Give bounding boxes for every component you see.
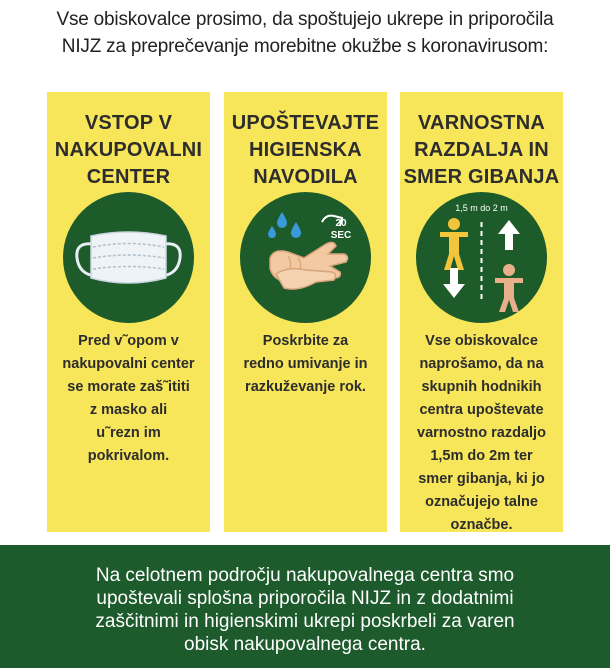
footer-line: obisk nakupovalnega centra.: [184, 634, 426, 655]
title-line: NAVODILA: [253, 166, 358, 188]
person-icon: [440, 218, 468, 270]
arrow-down-icon: [443, 268, 465, 298]
social-distance-icon: [416, 192, 547, 323]
footer-line: Na celotnem področju nakupovalnega centra smo: [95, 565, 515, 586]
title-line: RAZDALJA IN: [414, 139, 549, 161]
intro-line: NIJZ za preprečevanje morebitne okužbe s koronavirusom:: [61, 36, 549, 57]
text-line: Pred v˜opom v: [78, 333, 179, 349]
card-title: [224, 110, 387, 191]
text-line: skupnih hodnikih: [421, 379, 542, 395]
card-distance: [400, 92, 563, 532]
person-icon: [495, 264, 523, 312]
footer-line: zaščitnimi in higienskimi ukrepi poskrbeli za varen: [95, 611, 515, 632]
text-line: nakupovalni center: [62, 356, 195, 372]
timer-badge: 20 SEC: [330, 218, 352, 241]
text-line: redno umivanje in: [243, 356, 368, 372]
card-description: [408, 330, 555, 537]
text-line: označujejo talne: [425, 494, 538, 510]
title-line: CENTER: [86, 166, 171, 188]
card-description: [55, 330, 202, 468]
text-line: razkuževanje rok.: [245, 379, 366, 395]
text-line: smer gibanja, ki jo: [418, 471, 545, 487]
text-line: se morate zaš˜ititi: [67, 379, 190, 395]
card-title: [400, 110, 563, 191]
card-hygiene: [224, 92, 387, 532]
text-line: naprošamo, da na: [419, 356, 544, 372]
text-line: Vse obiskovalce: [425, 333, 538, 349]
arrow-up-icon: [498, 220, 520, 250]
card-description: [232, 330, 379, 399]
footer-banner: [0, 545, 610, 668]
text-line: Poskrbite za: [262, 333, 349, 349]
hand-washing-icon: [240, 192, 371, 323]
footer-text: [40, 564, 570, 656]
title-line: SMER GIBANJA: [403, 166, 560, 188]
text-line: pokrivalom.: [87, 448, 170, 464]
text-line: centra upoštevate: [419, 402, 544, 418]
title-line: VARNOSTNA: [418, 112, 545, 134]
face-mask-icon: [63, 192, 194, 323]
card-entrance: [47, 92, 210, 532]
intro-text: [0, 6, 610, 60]
footer-line: upoštevali splošna priporočila NIJZ in z dodatnimi: [96, 588, 514, 609]
title-line: VSTOP V: [84, 112, 173, 134]
title-line: HIGIENSKA: [249, 139, 362, 161]
title-line: UPOŠTEVAJTE: [231, 112, 380, 134]
text-line: označbe.: [450, 517, 513, 533]
intro-line: Vse obiskovalce prosimo, da spoštujejo ukrepe in priporočila: [56, 9, 554, 30]
distance-badge: 1,5 m do 2 m: [455, 203, 508, 213]
text-line: varnostno razdaljo: [417, 425, 546, 441]
text-line: z masko ali: [89, 402, 168, 418]
text-line: 1,5m do 2m ter: [430, 448, 533, 464]
title-line: NAKUPOVALNI: [54, 139, 203, 161]
water-drop-icon: [268, 212, 301, 238]
text-line: u˜rezn im: [96, 425, 161, 441]
card-title: [47, 110, 210, 191]
